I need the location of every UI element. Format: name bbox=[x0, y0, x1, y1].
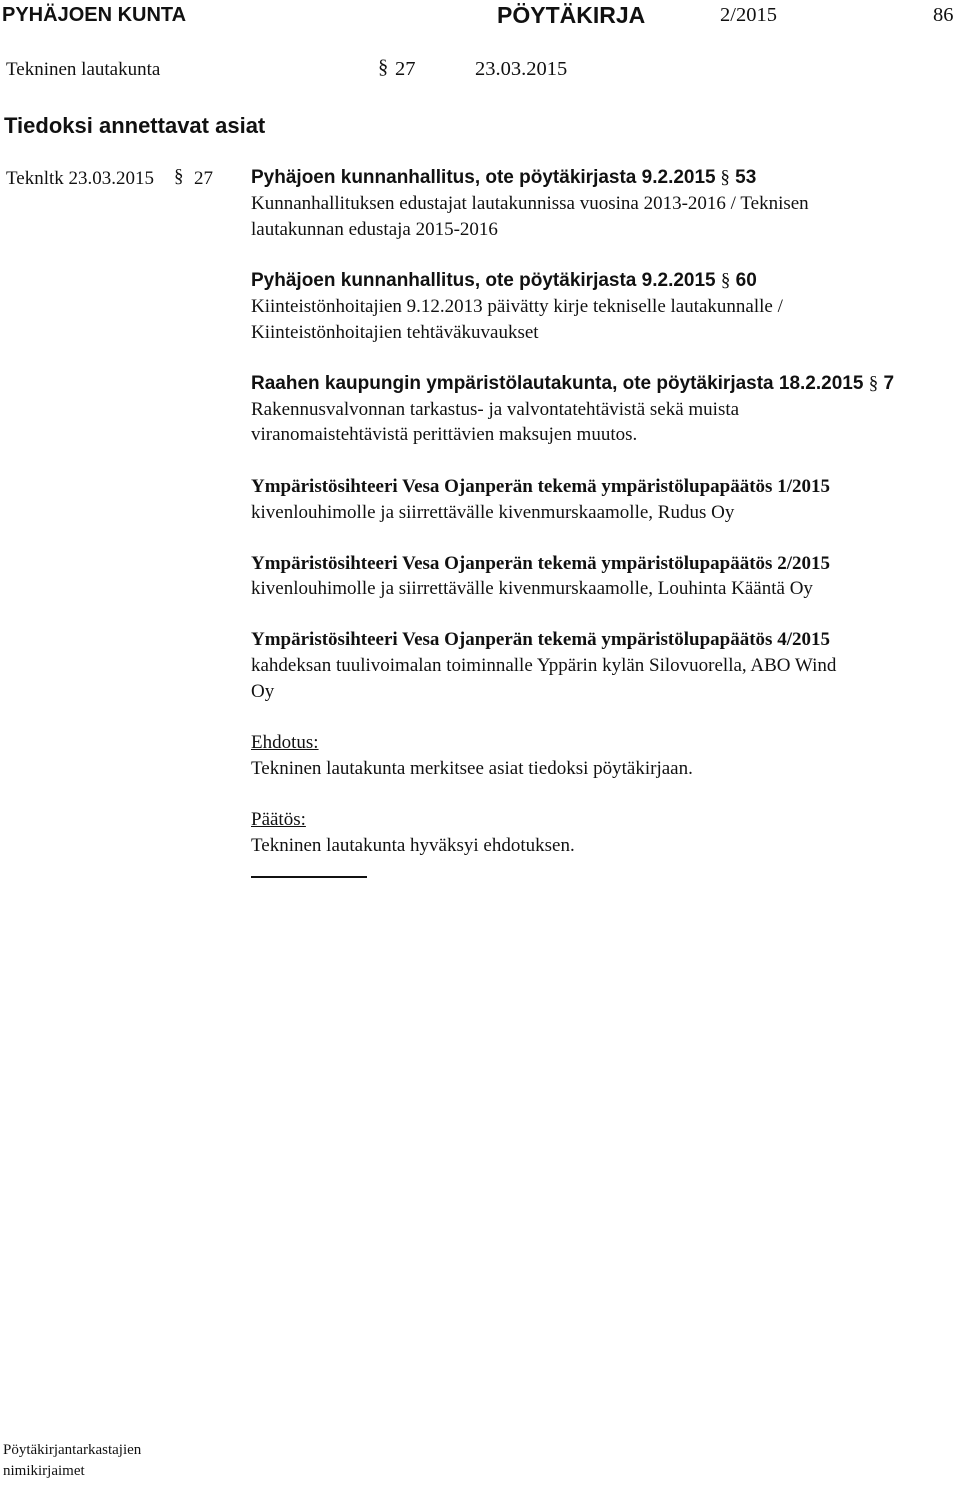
closing-rule bbox=[251, 876, 367, 878]
item-heading: Pyhäjoen kunnanhallitus, ote pöytäkirjasta 9.2.2015 § 60 bbox=[251, 270, 757, 291]
item-line: lautakunnan edustaja 2015-2016 bbox=[251, 219, 498, 240]
item-line: Kiinteistönhoitajien 9.12.2013 päivätty kirje tekniselle lautakunnalle / bbox=[251, 296, 783, 317]
ref-section-symbol: § bbox=[174, 166, 184, 187]
page-number: 86 bbox=[933, 4, 954, 26]
doc-number: 2/2015 bbox=[720, 4, 777, 26]
proposal-label: Ehdotus: bbox=[251, 732, 319, 753]
ref-prefix: Teknltk 23.03.2015 bbox=[6, 168, 155, 189]
header-section-symbol: § bbox=[378, 56, 389, 78]
item-heading: Raahen kaupungin ympäristölautakunta, ote pöytäkirjasta 18.2.2015 § 7 bbox=[251, 373, 895, 394]
item-heading: Ympäristösihteeri Vesa Ojanperän tekemä ympäristölupapäätös 2/2015 bbox=[251, 553, 830, 574]
item-line: Kiinteistönhoitajien tehtäväkuvaukset bbox=[251, 322, 539, 343]
item-line: kahdeksan tuulivoimalan toiminnalle Yppärin kylän Silovuorella, ABO Wind bbox=[251, 655, 837, 676]
decision-text: Tekninen lautakunta hyväksyi ehdotuksen. bbox=[251, 835, 575, 856]
board-name: Tekninen lautakunta bbox=[6, 59, 161, 80]
item-line: Kunnanhallituksen edustajat lautakunnissa vuosina 2013-2016 / Teknisen bbox=[251, 193, 809, 214]
page-title: Tiedoksi annettavat asiat bbox=[4, 113, 266, 138]
decision-label: Päätös: bbox=[251, 809, 306, 830]
item-line: kivenlouhimolle ja siirrettävälle kivenmurskaamolle, Louhinta Kääntä Oy bbox=[251, 578, 813, 599]
item-line: Oy bbox=[251, 681, 275, 702]
ref-section-number: 27 bbox=[194, 168, 213, 189]
footer-line2: nimikirjaimet bbox=[3, 1463, 85, 1479]
item-heading: Ympäristösihteeri Vesa Ojanperän tekemä ympäristölupapäätös 4/2015 bbox=[251, 629, 830, 650]
item-line: viranomaistehtävistä perittävien maksujen muutos. bbox=[251, 424, 638, 445]
item-heading: Ympäristösihteeri Vesa Ojanperän tekemä ympäristölupapäätös 1/2015 bbox=[251, 476, 830, 497]
proposal-text: Tekninen lautakunta merkitsee asiat tiedoksi pöytäkirjaan. bbox=[251, 758, 693, 779]
item-line: Rakennusvalvonnan tarkastus- ja valvontatehtävistä sekä muista bbox=[251, 399, 740, 420]
org-name: PYHÄJOEN KUNTA bbox=[2, 4, 187, 26]
doc-type: PÖYTÄKIRJA bbox=[497, 2, 646, 28]
item-heading: Pyhäjoen kunnanhallitus, ote pöytäkirjasta 9.2.2015 § 53 bbox=[251, 167, 757, 188]
header-section-number: 27 bbox=[395, 58, 416, 80]
header-date: 23.03.2015 bbox=[475, 58, 568, 80]
item-line: kivenlouhimolle ja siirrettävälle kivenmurskaamolle, Rudus Oy bbox=[251, 502, 735, 523]
footer-line1: Pöytäkirjantarkastajien bbox=[3, 1442, 142, 1458]
